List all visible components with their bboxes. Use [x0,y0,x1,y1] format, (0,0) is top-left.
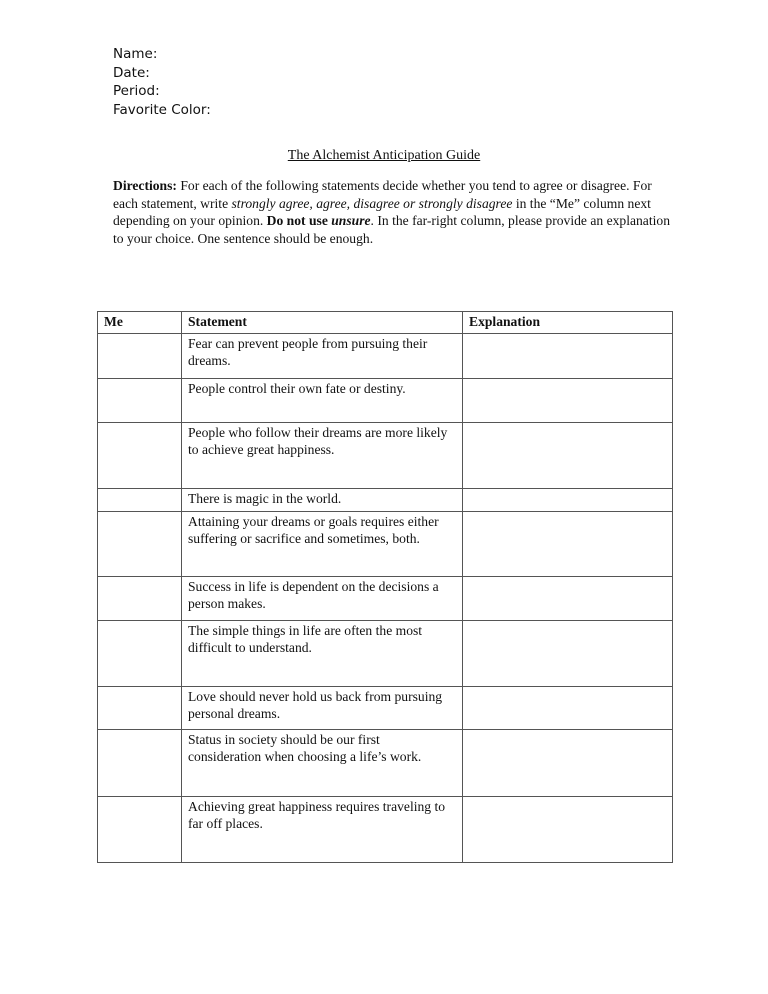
statement-cell: There is magic in the world. [182,489,463,512]
table-row [98,379,673,423]
explanation-cell[interactable] [463,687,673,730]
directions-warning-word: unsure [331,213,371,228]
table-row [98,423,673,489]
explanation-cell[interactable] [463,621,673,687]
table-row [98,489,673,512]
table-row [98,687,673,730]
statement-cell: Love should never hold us back from pursuing personal dreams. [182,687,463,730]
directions-label: Directions: [113,178,177,193]
me-cell[interactable] [98,334,182,379]
directions-paragraph [113,177,673,247]
statement-cell: The simple things in life are often the most difficult to understand. [182,621,463,687]
me-cell[interactable] [98,687,182,730]
directions-text: For each of the following statements decide whether you tend to agree or disagree. For each statement, write [113,178,652,211]
explanation-cell[interactable] [463,730,673,797]
table-header-row [98,312,673,334]
me-cell[interactable] [98,797,182,863]
me-cell[interactable] [98,730,182,797]
statement-cell: Achieving great happiness requires traveling to far off places. [182,797,463,863]
statement-cell: Attaining your dreams or goals requires either suffering or sacrifice and sometimes, both. [182,512,463,577]
favorite-color-field-label: Favorite Color: [113,101,211,118]
directions-warning: Do not use [266,213,332,228]
table-row [98,334,673,379]
statement-cell: Fear can prevent people from pursuing their dreams. [182,334,463,379]
header-statement: Statement [182,312,463,334]
explanation-cell[interactable] [463,423,673,489]
statement-cell: Status in society should be our first consideration when choosing a life’s work. [182,730,463,797]
me-cell[interactable] [98,379,182,423]
directions-text: . In the far-right column, please provide an explanation to your choice. One sentence should be enough. [113,213,670,246]
date-field-label: Date: [113,64,150,81]
table-row [98,512,673,577]
header-me: Me [98,312,182,334]
me-cell[interactable] [98,512,182,577]
anticipation-table [97,311,673,863]
table-row [98,730,673,797]
explanation-cell[interactable] [463,797,673,863]
header-explanation: Explanation [463,312,673,334]
me-cell[interactable] [98,489,182,512]
explanation-cell[interactable] [463,334,673,379]
statement-cell: Success in life is dependent on the decisions a person makes. [182,577,463,621]
explanation-cell[interactable] [463,489,673,512]
statement-cell: People control their own fate or destiny. [182,379,463,423]
explanation-cell[interactable] [463,379,673,423]
student-info-fields [113,45,211,119]
me-cell[interactable] [98,577,182,621]
table-row [98,577,673,621]
me-cell[interactable] [98,621,182,687]
table-row [98,797,673,863]
table-row [98,621,673,687]
document-title: The Alchemist Anticipation Guide [287,148,481,163]
directions-options: strongly agree, agree, disagree or strongly disagree [231,195,513,211]
me-cell[interactable] [98,423,182,489]
directions-text: in the “Me” column next depending on your opinion. [113,195,651,228]
period-field-label: Period: [113,83,160,99]
statement-cell: People who follow their dreams are more likely to achieve great happiness. [182,423,463,489]
explanation-cell[interactable] [463,512,673,577]
explanation-cell[interactable] [463,577,673,621]
name-field-label: Name: [113,46,158,62]
